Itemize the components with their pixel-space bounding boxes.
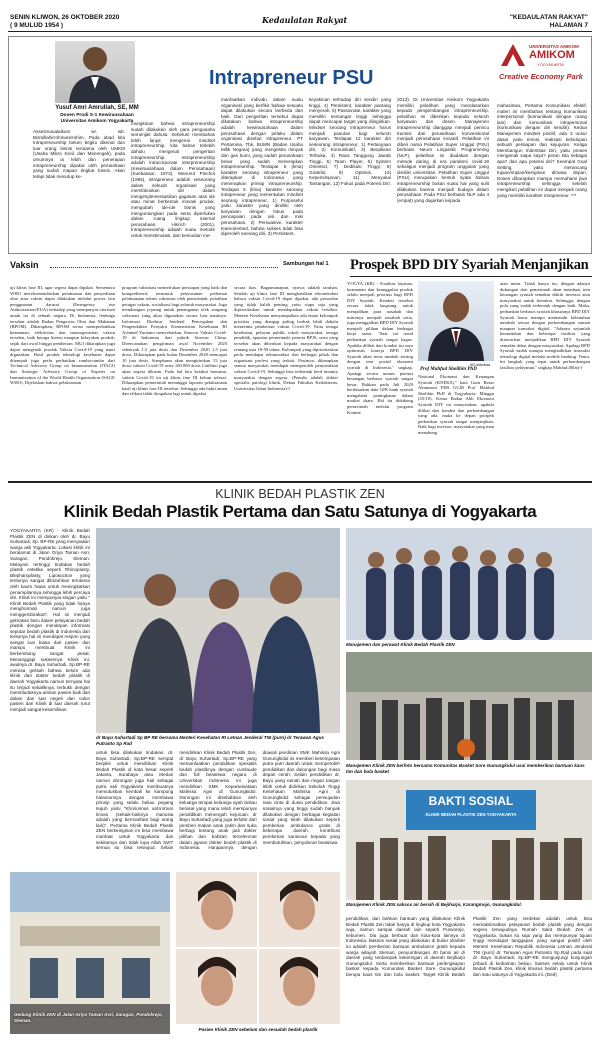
logo-name: UNIVERSITAS AMIKOM	[529, 44, 579, 49]
photo-baksos	[346, 780, 592, 900]
vaksin-rule	[350, 276, 592, 277]
bpd-col-1: YOGYA (KR) - Kualitas layanan, keamanan dan keunggulan produk selalu menjadi prioritas bagi BPD DIY Syariah. Kendati tersebut secara tidak langsung untuk menjadikan para nasabah dan mitranya menjadi nasabah setia, juga menggalkan BPD DIY Syariah menjadi pilihan dalam berbagai kerja sama. "Saat ini trend perbankan syariah sangat bagus. Apabila dilihat dari kondisi itu saya optimistis kinerja BPD DIY Syariah akan terus tumbuh seiring dengan tren positif ekonomi syariah di Indonesia," ungkap. Apalagi secara umum potensi keuangan berbasis syariah sangat besar. Bahkan pada Juli 2020 berdasarkan data OJK bank syariah mengalami peningkatan dalam market share. Hal itu didukung pemerintah melalui program Komite	[347, 281, 413, 415]
klinik-body-text: untuk bisa dilakukan tindakan. dr. Bayu Suhartadi, Sp.BP-RE sempat berpikir untuk mendirikan Klinik Bedah Plastik di kota besar seperti Jakarta, Surabaya atau Medan namun dorongan juga hati sebagai putra asli Yogyakarta membuatnya memutuskan kembali ke kampung halamannya dengan membawa prinsip yang selalu beliau pegang teguh yaitu "Khoirunnas anfa'uhum linnas (sebaik-baiknya manusia adalah yang bermanfaat bagi orang lain)". Pertama Klinik Bedah Plastik ZEN berkeinginan ini bisa membawa manfaat untuk Yogyakarta dan sekitarnya dan tidak lupa Allah SWT semua itu bisa terwujud. Selain mendirikan Klinik Bedah Plastik Zen, dr Bayu Suhartadi, Sp.BP-RE yang memanfaatkan pendidikan spesialis bedah plastiknya dengan cumlaude dan full beasiswa negara di Universitas Indonesia ini juga mendirikan SMK Kepariwisataan Mahissa Agni di Gunungkidul. Dorongan ini disebabkan oleh keluarga tempat keluarga ayah beliau berasal yang mana telah mempunyai pendidikan menengah kejuruan. dr Bayu Suhartadi yang juga terlahir dari pemberi makan anak yatim dan suka berbagi tentang anak jadi dokter pilihan dan bahkan tercelenmat dalam jajaran dokter bedah plastik di Indonesia. Harapannya dengan diawali pendirian SMK Mahissa Agni Gunungkidul ini memberi kesempatan putra putri daerah untuk memperoleh pendidikan dan dukungan bagi masa depan cerah. Selain pendidikan dr. Bayu yang ramah dan ringan tangan lebih untuk didirikan Sekolah Tinggi Kesehatan Mahissa Agni di Gunungkidul sebagai perwujudan rasa cinta di dunia pendidikan. Jiwa sosialnya yang tinggi sudah banyak dilakukan dengan berbagai kegiatan sosial yang telah dilakukan seperti pemberian ambulance gratis di beberapa daerah, kontribusi pemberian santunan kepada yang membutuhkan, penyaluran beasiswa	[96, 750, 340, 851]
header-rule	[8, 31, 592, 32]
author-role-1: Dosen Prodi S-1 Kewirausahaan	[60, 113, 134, 118]
caption-minister: dr Bayu Suhartadi Sp BP RE bersama Menteri Kesehatan RI Letnan Jenderal TNI (purn) dr Terawan Agus Putranto Sp Rad	[96, 735, 324, 746]
dotted-leader	[50, 267, 278, 268]
klinik-kicker: KLINIK BEDAH PLASTIK ZEN	[215, 487, 385, 501]
ad-col-4: keyakinan terhadap diri sendiri yang tinggi, 4) Persistent, karakter pantang menyerah, 5) Passionate, karakter yang memiliki semangat tinggi sehingga dapat mencapai target yang diinginkan. Mindset seorang intrapreneur harus menjadi panutan bagi seluruh karyawan. Terdapat 12 karakter diri seseorang intrapreneur, 1) Pertanyaan diri, 2) Komunikatif, 3) Berpikiran Terbuka, 4) Rasa Tanggung Jawab Tinggi, 5) Team Player, 6) System Oriented, 7) Dedikasi Tinggi, 8) Grateful, 9) Optimis, 10) Kepemimpinan, 11) Menyukai Tantangan, 12) Fokus pada Potensi Diri.	[309, 97, 391, 186]
photo-building	[10, 872, 170, 1034]
bpd-col-3: atau mitra. Tidak hanya itu, dengan adanya dukungan dari pemerintah akan membuat tren keuangan syariah semakin dilirik investor atau masyarakat untuk bermitra. Sehingga, dengan pola yang sudah terbentuk dengan baik. Maka, perbankan berbasis syariah khususnya BPD DIY Syariah harus mampu memenuhi kebutuhan nasabah sesuai dengan perkembangan zaman maupun transaksi digital. "Adanya sejumlah kemudahan dan beberapa fasilitas yang ditawarkan menjadikan BPD DIY Syariah semakin dekat dengan masyarakat. Apalagi BPD Syariah sudah mampu menghadirkan transaksi teknologi digital melalui mobile banking. Tentu, ini langkah yang tepat untuk perkembangan fasilitas pelayanan," ungkap Mahfud.(Rlat)-f	[500, 281, 590, 370]
amikom-crest-icon	[499, 42, 527, 68]
caption-basket: Manajemen Klinik ZEN berfoto bersama Komunitas Basket Sore Gunungkidul usai memberikan bantuan kaos tim dan bola basket	[346, 763, 585, 774]
ad-intrapreneur	[8, 36, 592, 254]
mahfud-name: Prof Mahfud Sholihin PhD	[420, 367, 477, 372]
basket-group-graphic	[346, 652, 592, 760]
ad-col-6: mahasiswa, Pertama Komunikasi efektif, materi ini membahas tentang komunikasi interpersonal (komunikasi dengan orang lain) dan komunikasi intrapersonal (komunikasi dengan diri sendiri). Kedua Manajemen mindset positif, ada 3 unsur dasar yaitu emosi, realisasi kehidupan sebuah persiapan dan kejujuran. Ketiga Membangun Indentitas Diri, yaitu proses mengenali siapa saya? peran kita sebagai apa? dan apa potensi diri? Keempat Goal Setting, yaitu merancang tujuan/impian/keinginan dimasa depan. Dosen diharapkan mampu memahami jiwa intrapreneurship sehingga setelah mengikuti pelatihan ini dapat menjadi orang yang memiliki karakter intrapreneur. ***	[497, 103, 587, 198]
page-number: HALAMAN 7	[549, 22, 588, 29]
group-photo-graphic	[96, 528, 340, 733]
vaksin-col-1: uji klinis fase III, agar segera dapat dipakai. Sementara WHO merekomendasikan pembuatan dan penyediaan obat atau vaksin dapat dilakukan melalui proses izin penggunaan darurat (Emergency use Authorization/EUA) terhadap yang mempunyai otorisasi untuk itu di sebuah negara. Di Indonesia, lembaga tersebut adalah Badan Pengawas Obat dan Makanan (BPOM). Diharapkan, BPOM serius memperhatikan keamanan, efektivitas dan imunogenisitas vaksin tersebut, baik berupa lisensi maupun kelayakan produk, sejak dari awal hingga pemberian. MUI diharapkan juga dapat mengenali produk Vaksin Covid-19 yang nanti digunakan. Hasil produk teknologi kesehatan dapat ditempuh juga perlu perhatikan rambu-rambu dari Technical Advisory Group on Immunization (ITAGI) dan Strategic Advisory Group of Experts on Immunization of the World Health Organization (SAGE WHO). Dijelaskan bahwa pelaksanaan	[10, 285, 115, 386]
vaksin-label: Vaksin	[10, 260, 39, 270]
caption-before-after: Pasien Klinik ZEN sebelum dan sesudah bedah plastik	[198, 1027, 318, 1032]
klinik-lead-col: YOGYAKARTA (KR) - Klinik Bedah Plastik ZEN di dirikan oleh dr. Bayu Suhartadi, Sp. BP-RE yang merupakan warga asli Yogyakarta. Lokasi klinik ini beralamat di Jalan Griya Taman Asri, Saragan, Pondokrejo, Sleman. Melayani tertinggi tindakan bedah plastik estetika seperti Rhinoplasty, Blepharoplasty, Liposuction yang tentunya sangat dibutuhkan terutama oleh kaum hawa untuk meningkatkan penampilannya sehingga lebih percaya diri. Klinik ini mempunyai slogan yaitu " Klinik Bedah Plastik yang tidak hanya menghormati namun juga menggembirakan". Hal ini menjadi gebrakan baru dalam pelayanan bedah plastik dengan mendepan informasi seputar bedah plastik di Indonesia dan tentunya hal ini mendapat respon yang sangat luar biasa dari pasien dan mampu membuat Klinik ini berkembang sangat pesat. Menanggapi suksesnya Klinik ini, awalnya dr. Bayu Suhartadi, Sp.BP-RE merasa gelisah bahwa belum ada klinik dari dokter bedah plastik di daerah Yogyakarta namun ternyata hal itu terjadi sebaliknya, terbukti dengan membludaknya antrian pasien baik dari dalam dan luar negeri dan calon pasien dari Klinik di luar daerah turut menjadi sangat kesemilisan.	[10, 528, 90, 712]
before-after-graphic	[176, 872, 340, 1024]
ad-col-1: Assesmaualaikum wr. wb. Bismillahirrohmanirrohim. Pada abad kita Intrapreneurship belum begitu dikenal dan luar orang bisnis terutama oleh UMKM (Usaha Mikro Kecil dan Menengah), pada umumnya ia lebih dan penerapan intrapreneurship dipakai oleh perusahaan yang sudah mapan tingkat bisnis. Akan tetapi tidak menutup ke-	[33, 129, 125, 179]
author-photo	[55, 41, 135, 103]
logo-big: AMIKOM	[529, 49, 575, 61]
caption-building: Gedung Klinik ZEN di Jalan Griya Taman Asri, Saragan, Pondokrejo, Sleman.	[14, 1012, 163, 1023]
vaksin-col-3: secara luas. Bagaimanapun, nyawa adalah taruhan. Setelah uji klinis fase III menghasilkan rekomendasi bahwa vaksin Covid-19 dapat dipakai, ada persoalan yang tidak kalah penting yaitu siapa saja yang diprioritaskan untuk mendapatkan vaksin tersebut. Menteri Kesehatan menyampaikan ada enam kelompok prioritas yang diangap paling berhak lebih dahulu menerima pemberian vaksin Covid-19. Yaitu tenaga kesehatan, pelayan publik, tokoh masyarakat, tenaga pendidik, aparatur pemerintah, peserta BPJS, serta yang tersebar akan diberikan kepada masyarakat dengan rentang usia 18-59 tahun. Kelompok yang diprioritaskan perlu mendapat rekomendasi dari berbagai pihak dan organisasi profesi yang terkait. Pastinya, diharapkan semua masyarakat mendapat memperoleh penyuntikan vaksin Covid-19. Sehingga bisa terbentuk herd imunity masyarakat dengan segera. (Penulis adalah dokter spesialis patologi klinik, Dekan Fakultas Kedokteran, Universitas Islam Indonesia)-f	[234, 285, 338, 391]
ad-col-2: mungkinan bahwa intrapreneurship sudah dilakukan oleh para pengusaha semenjak dahulu. Sebelum membahas lebih lanjut mengenai mindset intrapreneurship, kita bahas terlebih dahulu mengenai pengertian intrapreneurship. Intrapreneurship adalah intracorporate interpreneurship (Kewirausahaan dalam Perusahaan) (Suebasaur, 1973). Menurut Pinchot (1985), intrapreneur adalah seseorang dalam sebuah organisasi yang memfokuskan diri dalam mengimplementasikan gagasan atas ide atau minat berbentuk inovasi produk, mengubah ide-ide bisnis yang menguntungkan pada serta diperlukan dalam ruang lingkup internal perusahaan. Hisrich (2001), Intrapreneurship adalah suatu metode untuk menstimulasi, dan kemudian me-	[131, 121, 215, 238]
logo-tagline: Creative Economy Park	[499, 72, 583, 81]
edition-date: SENIN KLIWON, 26 OKTOBER 2020	[10, 14, 120, 21]
ad-col-5: 2013). Di Universitas Amikom Yogyakarta memiliki pelatihan yang mendasarkan kepada pengembangan intrapreneurship, pelatihan ini diberikan kepada seluruh karyawan dan dosen. Manajemen intrapreneurship dianggap menjadi pemicu transisi dari perusahaan konvensional menjadi perusahaan inovatif. Pelatihan ini diberi nama Pelatihan Super Unggul (PSU) berbasis Neuro Linguistic Programming (NLP), pelatihan ini diadakan dengan metode daring di era pandemi covid-19 sekaligus menjadi program unggulan yang dimiliki universitas. Pelatihan Super Unggul (PSU) merupakan bentuk nyata bahwa intrapreneurship bukan suatu hal yang sulit dilakukan karena menjadi budaya dalam perusahaan. Pada PSU berbasis NLP ada 4 (empat) yang diajarkan kepada	[397, 97, 489, 203]
person-silhouette-icon	[55, 41, 135, 103]
baksos-banner-sub: KLINIK BEDAH PLASTIK ZEN YOGYAKARTA	[425, 812, 517, 817]
photo-staff	[346, 528, 592, 640]
building-graphic	[10, 872, 170, 1034]
logo-city: YOGYAKARTA	[537, 62, 564, 67]
author-role-2: Universitas Amikom Yogyakarta	[60, 119, 134, 124]
edition-mulud: ( 9 MULUD 1954 )	[10, 22, 64, 29]
person-silhouette-icon	[418, 281, 494, 361]
masthead: Kedaulatan Rakyat	[262, 15, 348, 25]
caption-baksos: Manajemen Klinik ZEN saksos air bersih di Bejiharjo, Karangmojo, Gunungkidul.	[346, 902, 522, 907]
staff-group-graphic	[346, 528, 592, 640]
continued-from: Sambungan hal 1	[283, 261, 329, 267]
photo-before-after	[176, 872, 340, 1024]
bpd-headline: Prospek BPD DIY Syariah Menjanjikan	[350, 257, 589, 273]
caption-staff: Manajemen dan perawat Klinik Bedah Plastik ZEN	[346, 642, 455, 647]
vaksin-col-2: program vaksinasi memerlukan persiapan yang baik dan komprehensif, termasuk penyusunan pedoman pelaksanaan teknis vaksinasi oleh pemerintah, pelatihan petugas vaksin, sosialisasi bagi seluruh masyarakat. Juga membangun jejaring untuk penanganan efek simpang vaksinasi yang akan digunakan secara luas nantinya. Informasi Direktur Jenderal Pencegahan dan Pengendalian Penyakit Kementerian Kesehatan RI Achmad Yurianto menyebutkan, Sinovac Vaksin Covid-19 di Indonesia dari pabrik Sinovac China. Direncanakan pengiriman awal November 2020 sebanyak 1,5 juta dosis dan Desember 2020 1,5 juta dosis. Diharapkan pada bulan Desember 2020 mencapai 10 juta dosis. Sinopharm akan mengirimkan 15 juta dosis vaksin Covid-19 serta 100.000 dosis CanSino juga akan segera dikirim. Pada hal kita ketahui bersama, vaksin Covid-19 itu uji klinis fase III belum selesai. Diharapkan pemerintah menunggu laporan pelaksanaan hasil uji klinis fase III tersebut. Sehingga ada bukti aman dan efikasi tidak diragukan lagi untuk dipakai	[122, 285, 227, 397]
section-name: "KEDAULATAN RAKYAT"	[509, 14, 588, 21]
ad-title: Intrapreneur PSU	[209, 67, 374, 89]
baksos-banner-title: BAKTI SOSIAL	[428, 794, 514, 808]
bpd-col-2: Nasional Ekonomi dan Keuangan Syariah (KNEKS)," kata Guru Besar Akuntansi FEB UGM Prof Mahfud Sholihin PhD di Yogyakarta, Minggu (25/10). Ketua Badan Ahli Ekonomi Syariah DIY itu menyatakan, apabila dilihat dari kondisi dan perkembangan yang ada, maka ke depan prospek perbankan syariah sangat menjanjikan. Baik bagi investor, masyarakat yang mau menabung	[418, 374, 494, 435]
klinik-right-text: pendidikan, dan bahkan bantuan yang dilakukan Klinik Bedah Plastik Zen tidak hanya di lingkup kota Yogyakarta saja, namun sampai daerah lain seperti Purworejo, kebumen. Dia juga berbuat dan kota-kota lainnya di Indonesia. Baksos sosial yang dilakukan di bulan oktober ini adalah pemberian bantuan ambulance gratis kepada warga wilayah Sleman, penyumbangan 40 bansi air di daerah yang terdampak kekeringan di daerah Bejiharjo Gunungkidul. Serta memberikan bantuan perlengkapan basket kepada Komunitas Basket Sore Gunungkidul berupa kaos tim dan bola basket. Target Klinik Bedah Plastik Zen yang terdekat adalah untuk bisa memaksimalkan pelayanan bedah plastik yang dengan segera terwujudnya Rumah Sakit Bedah Zen di Yogyakarta, bukan itu saja yang dia mempunyai tujuan tinggi mendapat tanggapan yang sangat positif oleh Menteri Kesehatan Republik Indonesia Letnan Jenderal TNI (purn) dr. Terawan Agus Putranto Sp.Rad pada saat dr. Bayu Suhartadi, Sp.BP-RE mengunjungi kunjungan pribadi di kediaman beliau. Sukses selalu untuk Klinik Bedah Plastik Zen, klinik khusus bedah plastik pertama dan satu satunya di Yogyakarta ini. (Ded)	[346, 916, 592, 977]
amikom-logo	[497, 40, 589, 100]
photo-minister	[96, 528, 340, 733]
ad-col-3: manfaatkan individu dalam suatu organisasi yang berfikir bahwa sesuatu dapat dilakukan secara berbeda dan baik. Dari pengertian tersebut dapat dikatakan bahwa intrapreneurship adalah kewirausahaan dalam perusahaan dengan pelaku dalam organisasi disebut intrapreneur. PT Pertamina, Tbk, BUMN (Badan Usaha Milik Negara) yang mengelola minyak dan gas bumi, yang sudah perusahaan besar yang sudah menerapkan intrapreneurship. Terdapat 5 (lima) karakter seorang intrapreneur yang diterapkan di Indonesia yang menerapkan prinsip intrapreneurship. Terdapat 5 (lima) karakter seorang intrapreneur yang menentukan mindset seorang intrapreneur, 1) Purposeful yaitu karakter yang dimiliki oleh karyawan dengan fokus pada pencapaian pada visi dan misi perusahaan, 2) Persuasive, karakter teamoriented, bahwa sukses tidak bisa diperoleh seorang diri, 3) Persistent,	[221, 97, 303, 237]
author-name: Yusuf Amri Amrullah, SE, MM	[55, 105, 139, 111]
section-rule	[8, 481, 592, 483]
photo-basket	[346, 652, 592, 760]
mahfud-photo-credit: KR-istimewa	[470, 363, 491, 367]
klinik-headline: Klinik Bedah Plastik Pertama dan Satu Satunya di Yogyakarta	[63, 502, 537, 521]
mahfud-photo	[418, 281, 494, 361]
